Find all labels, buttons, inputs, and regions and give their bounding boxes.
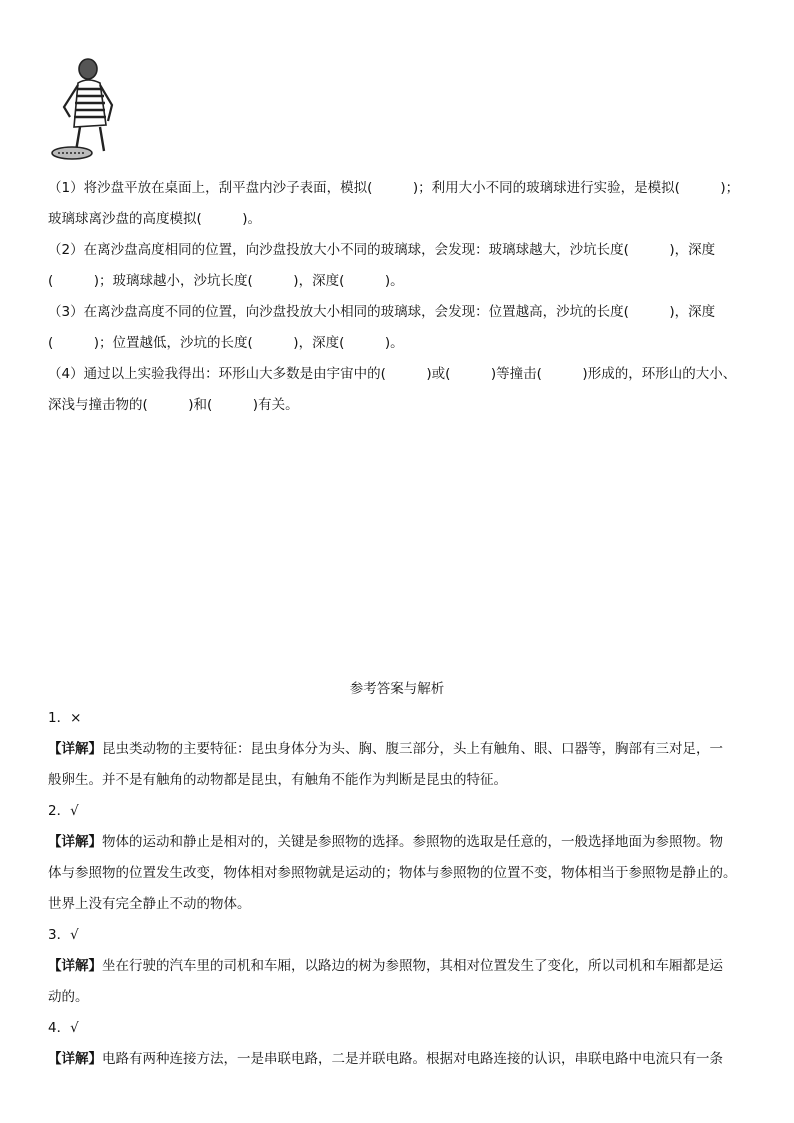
question-2-line-2: ( )；玻璃球越小，沙坑长度( )，深度( )。 bbox=[48, 273, 404, 289]
answer-4-line-1: 【详解】电路有两种连接方法，一是串联电路，二是并联电路。根据对电路连接的认识，串联电路中电流只有一条 bbox=[48, 1051, 723, 1067]
answer-2-tag: 【详解】 bbox=[48, 834, 102, 850]
answer-1-tag: 【详解】 bbox=[48, 741, 102, 757]
answer-1-line-2: 般卵生。并不是有触角的动物都是昆虫，有触角不能作为判断是昆虫的特征。 bbox=[48, 772, 507, 788]
question-block bbox=[48, 173, 758, 421]
question-4-line-1: （4）通过以上实验我得出：环形山大多数是由宇宙中的( )或( )等撞击( )形成的，环形山的大小、 bbox=[48, 366, 737, 382]
answer-2-line-2: 体与参照物的位置发生改变，物体相对参照物就是运动的；物体与参照物的位置不变，物体相当于参照物是静止的。 bbox=[48, 865, 737, 881]
answer-3-tag: 【详解】 bbox=[48, 958, 102, 974]
answer-4-number: 4．√ bbox=[48, 1020, 79, 1036]
child-experiment-illustration bbox=[50, 55, 122, 165]
question-3-line-2: ( )；位置越低，沙坑的长度( )，深度( )。 bbox=[48, 335, 404, 351]
answer-3-line-2: 动的。 bbox=[48, 989, 89, 1005]
answer-2-line-1: 【详解】物体的运动和静止是相对的，关键是参照物的选择。参照物的选取是任意的，一般选择地面为参照物。物 bbox=[48, 834, 723, 850]
question-3-line-1: （3）在离沙盘高度不同的位置，向沙盘投放大小相同的玻璃球，会发现：位置越高，沙坑的长度( )，深度 bbox=[48, 304, 716, 320]
question-1-line-1: （1）将沙盘平放在桌面上，刮平盘内沙子表面，模拟( )；利用大小不同的玻璃球进行实验，是模拟( )； bbox=[48, 180, 740, 196]
answer-3-number: 3．√ bbox=[48, 927, 79, 943]
answer-1-line-1: 【详解】昆虫类动物的主要特征：昆虫身体分为头、胸、腹三部分，头上有触角、眼、口器等，胸部有三对足，一 bbox=[48, 741, 723, 757]
answers-title: 参考答案与解析 bbox=[349, 681, 445, 697]
answer-2-number: 2．√ bbox=[48, 803, 79, 819]
answer-2-line-3: 世界上没有完全静止不动的物体。 bbox=[48, 896, 251, 912]
question-4-line-2: 深浅与撞击物的( )和( )有关。 bbox=[48, 397, 299, 413]
question-1-line-2: 玻璃球离沙盘的高度模拟( )。 bbox=[48, 211, 262, 227]
answer-1-number: 1．× bbox=[48, 710, 82, 726]
answer-4-tag: 【详解】 bbox=[48, 1051, 102, 1067]
question-2-line-1: （2）在离沙盘高度相同的位置，向沙盘投放大小不同的玻璃球，会发现：玻璃球越大，沙坑长度( )，深度 bbox=[48, 242, 716, 258]
answer-3-line-1: 【详解】坐在行驶的汽车里的司机和车厢，以路边的树为参照物，其相对位置发生了变化，所以司机和车厢都是运 bbox=[48, 958, 723, 974]
answers-block bbox=[48, 703, 758, 1075]
